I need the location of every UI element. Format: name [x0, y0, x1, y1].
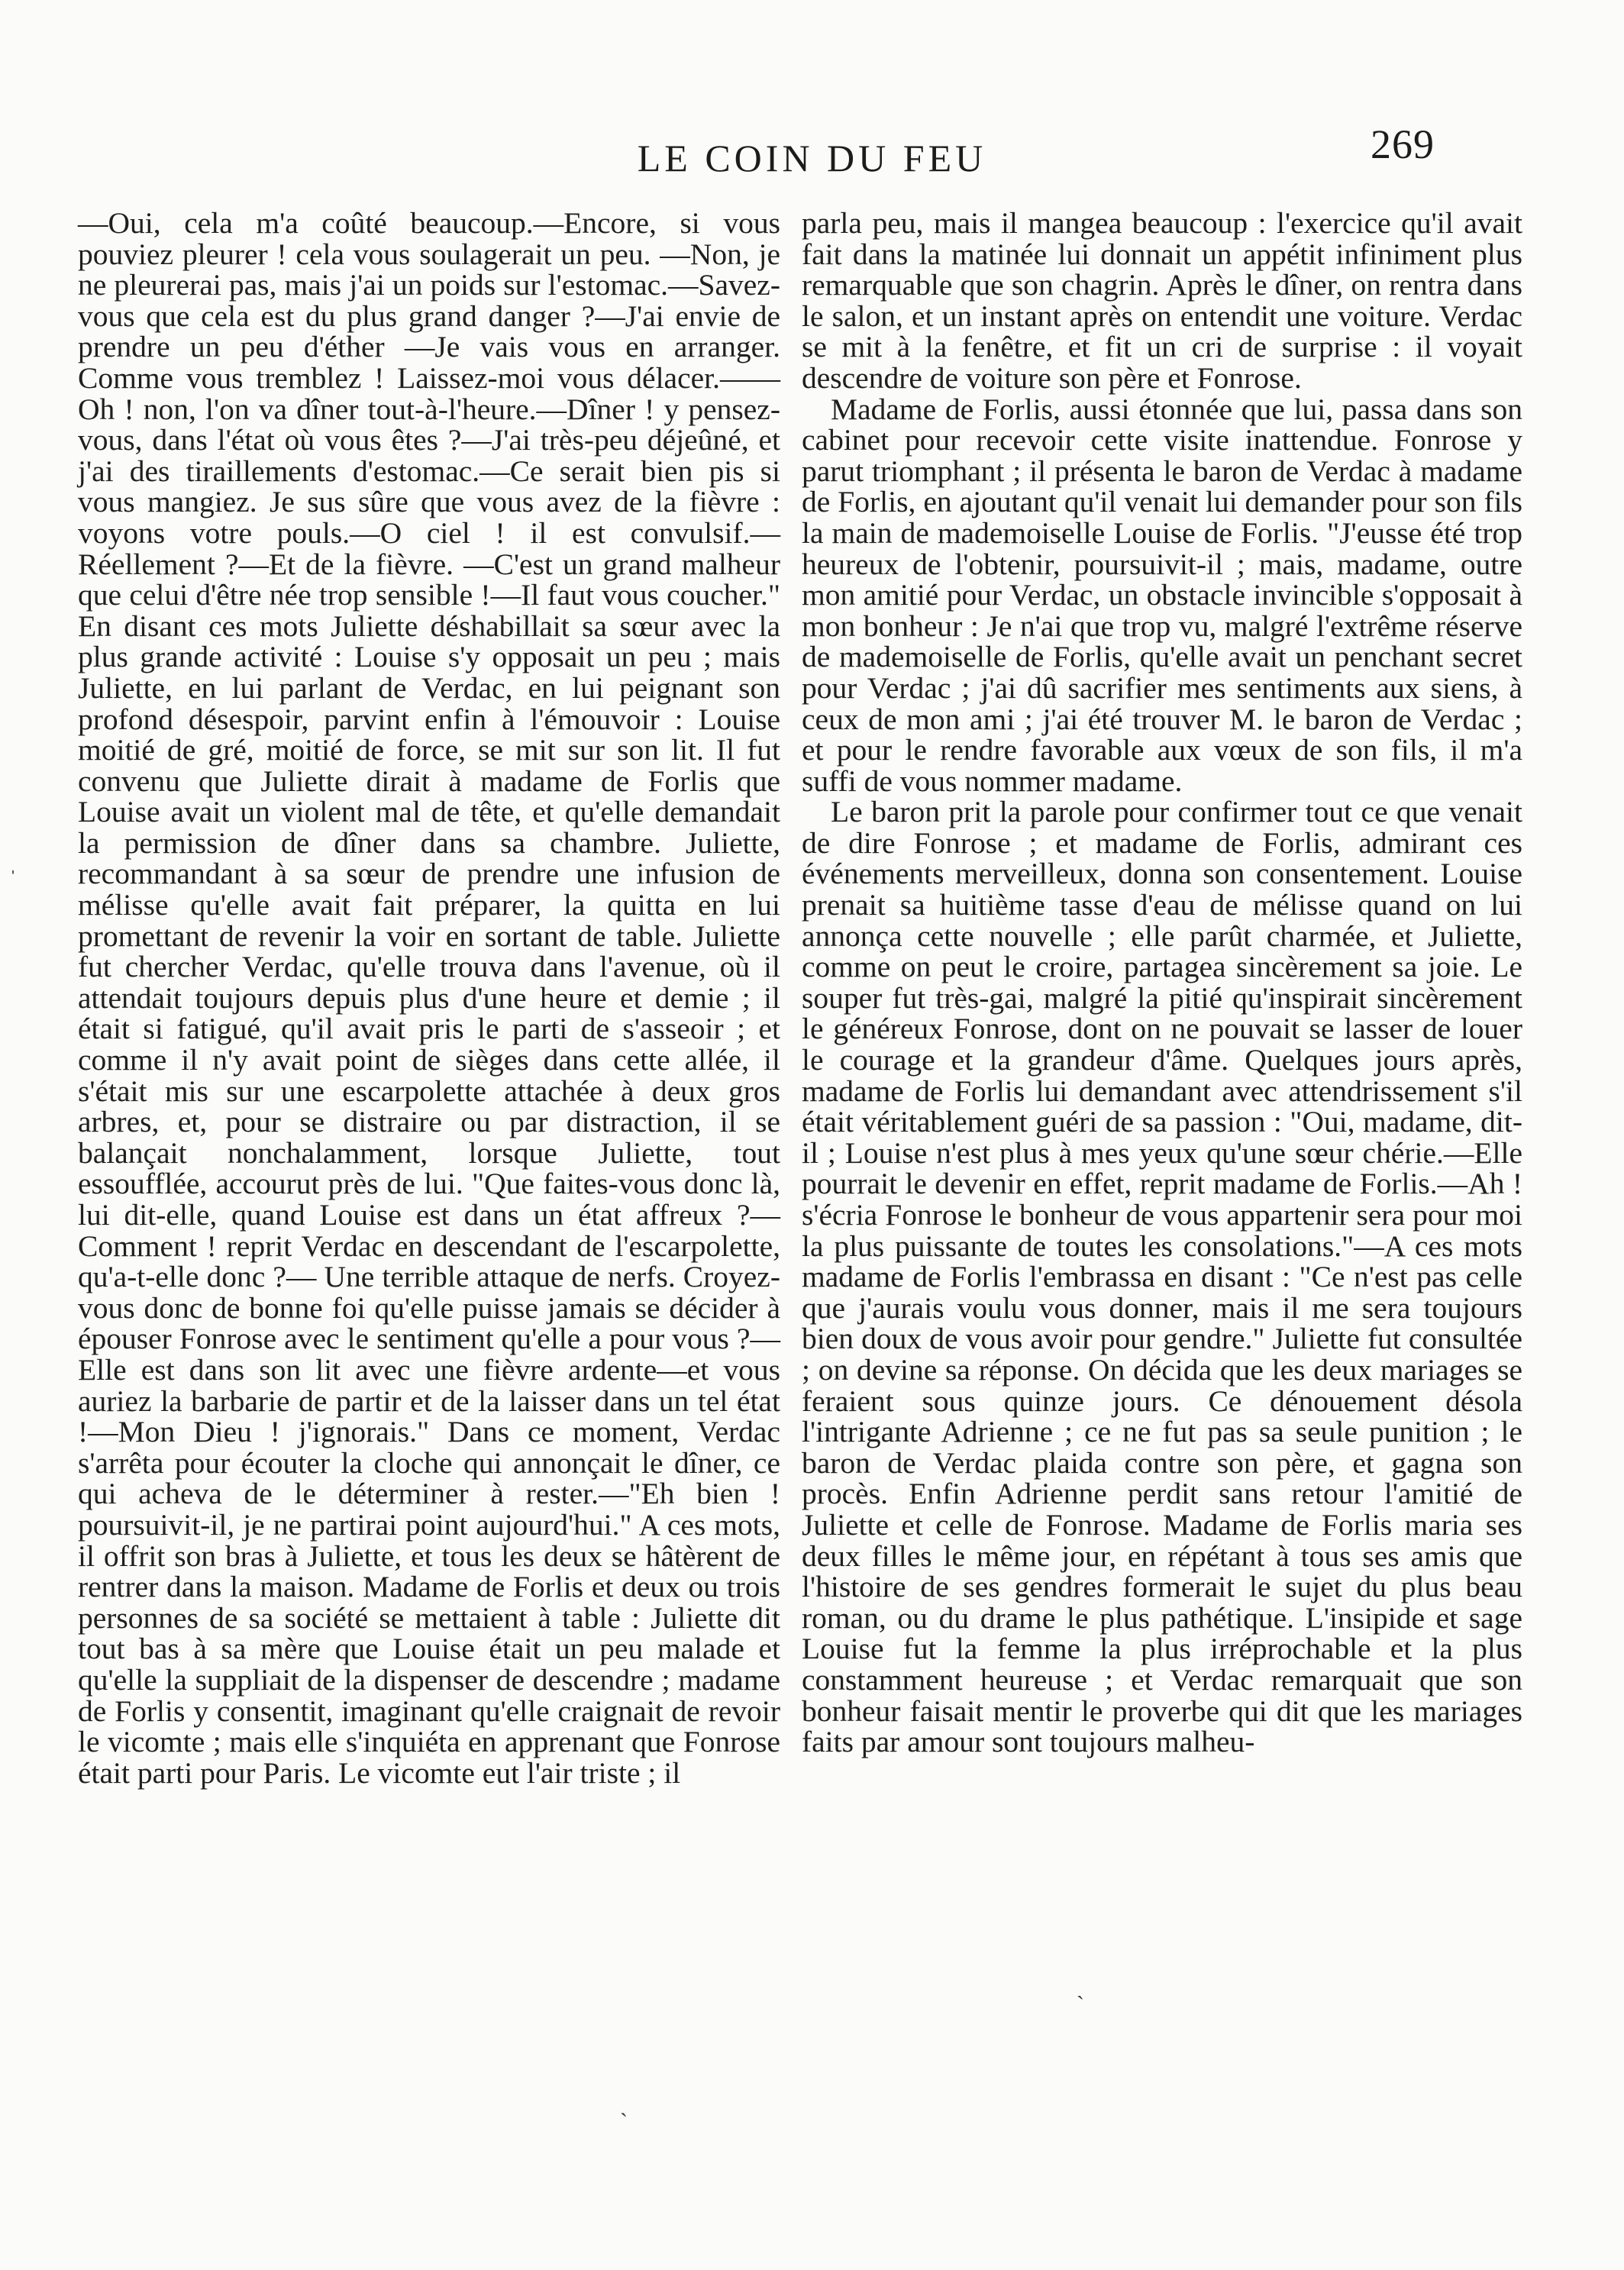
paragraph: parla peu, mais il mangea beaucoup : l'exercice qu'il avait fait dans la matinée lui donnait un appétit infiniment plus remarquable que son chagrin. Après le dîner, on rentra dans le salon, et un instant après on entendit une voiture. Verdac se mit à la fenêtre, et fit un cri de surprise : il voyait descendre de voiture son père et Fonrose. [802, 206, 1522, 395]
left-column [78, 208, 780, 1788]
running-title: LE COIN DU FEU [637, 137, 987, 179]
page-number: 269 [1371, 121, 1435, 167]
paragraph: Madame de Forlis, aussi étonnée que lui, passa dans son cabinet pour recevoir cette visite inattendue. Fonrose y parut triomphant ; il présenta le baron de Verdac à madame de Forlis, en ajoutant qu'il venait lui demander pour son fils la main de mademoiselle Louise de Forlis. "J'eusse été trop heureux de l'obtenir, poursuivit-il ; mais, madame, outre mon amitié pour Verdac, un obstacle invincible s'opposait à mon bonheur : Je n'ai que trop vu, malgré l'extrême réserve de mademoiselle de Forlis, qu'elle avait un penchant secret pour Verdac ; j'ai dû sacrifier mes sentiments aux siens, à ceux de mon ami ; j'ai été trouver M. le baron de Verdac ; et pour le rendre favorable aux vœux de son fils, il m'a suffi de vous nommer madame. [802, 392, 1522, 798]
print-speck: ˏ [1077, 1975, 1084, 2000]
print-speck: ˋ [620, 2109, 628, 2134]
paragraph: —Oui, cela m'a coûté beaucoup.—Encore, si vous pouviez pleurer ! cela vous soulagerait un peu. —Non, je ne pleurerai pas, mais j'ai un poids sur l'estomac.—Savez-vous que cela est du plus grand danger ?—J'ai envie de prendre un peu d'éther —Je vais vous en arranger. Comme vous tremblez ! Laissez-moi vous délacer.——Oh ! non, l'on va dîner tout-à-l'heure.—Dîner ! y pensez-vous, dans l'état où vous êtes ?—J'ai très-peu déjeûné, et j'ai des tiraillements d'estomac.—Ce serait bien pis si vous mangiez. Je sus sûre que vous avez de la fièvre : voyons votre pouls.—O ciel ! il est convulsif.—Réellement ?—Et de la fièvre. —C'est un grand malheur que celui d'être née trop sensible !—Il faut vous coucher." En disant ces mots Juliette déshabillait sa sœur avec la plus grande activité : Louise s'y opposait un peu ; mais Juliette, en lui parlant de Verdac, en lui peignant son profond désespoir, parvint enfin à l'émouvoir : Louise moitié de gré, moitié de force, se mit sur son lit. Il fut convenu que Juliette dirait à madame de Forlis que Louise avait un violent mal de tête, et qu'elle demandait la permission de dîner dans sa chambre. Juliette, recommandant à sa sœur de prendre une infusion de mélisse qu'elle avait fait préparer, la quitta en lui promettant de revenir la voir en sortant de table. Juliette fut chercher Verdac, qu'elle trouva dans l'avenue, où il attendait toujours depuis plus d'une heure et demie ; il était si fatigué, qu'il avait pris le parti de s'asseoir ; et comme il n'y avait point de sièges dans cette allée, il s'était mis sur une escarpolette attachée à deux gros arbres, et, pour se distraire ou par distraction, il se balançait nonchalamment, lorsque Juliette, tout essoufflée, accourut près de lui. "Que faites-vous donc là, lui dit-elle, quand Louise est dans un état affreux ?— Comment ! reprit Verdac en descendant de l'escarpolette, qu'a-t-elle donc ?— Une terrible attaque de nerfs. Croyez-vous donc de bonne foi qu'elle puisse jamais se décider à épouser Fonrose avec le sentiment qu'elle a pour vous ?— Elle est dans son lit avec une fièvre ardente—et vous auriez la barbarie de partir et de la laisser dans un tel état !—Mon Dieu ! j'ignorais." Dans ce moment, Verdac s'arrêta pour écouter la cloche qui annonçait le dîner, ce qui acheva de le déterminer à rester.—"Eh bien ! poursuivit-il, je ne partirai point aujourd'hui." A ces mots, il offrit son bras à Juliette, et tous les deux se hâtèrent de rentrer dans la maison. Madame de Forlis et deux ou trois personnes de sa société se mettaient à table : Juliette dit tout bas à sa mère que Louise était un peu malade et qu'elle la suppliait de la dispenser de descendre ; madame de Forlis y consentit, imaginant qu'elle craignait de revoir le vicomte ; mais elle s'inquiéta en apprenant que Fonrose était parti pour Paris. Le vicomte eut l'air triste ; il [78, 206, 780, 1790]
right-column [802, 208, 1522, 1758]
paragraph: Le baron prit la parole pour confirmer tout ce que venait de dire Fonrose ; et madame de Forlis, admirant ces événements merveilleux, donna son consentement. Louise prenait sa huitième tasse d'eau de mélisse quand on lui annonça cette nouvelle ; elle parût charmée, et Juliette, comme on peut le croire, partagea sincèrement sa joie. Le souper fut très-gai, malgré la pitié qu'inspirait sincèrement le généreux Fonrose, dont on ne pouvait se lasser de louer le courage et la grandeur d'âme. Quelques jours après, madame de Forlis lui demandant avec attendrissement s'il était véritablement guéri de sa passion : "Oui, madame, dit-il ; Louise n'est plus à mes yeux qu'une sœur chérie.—Elle pourrait le devenir en effet, reprit madame de Forlis.—Ah ! s'écria Fonrose le bonheur de vous appartenir sera pour moi la plus puissante de toutes les consolations."—A ces mots madame de Forlis l'embrassa en disant : "Ce n'est pas celle que j'aurais voulu vous donner, mais il me sera toujours bien doux de vous avoir pour gendre." Juliette fut consultée ; on devine sa réponse. On décida que les deux mariages se feraient sous quinze jours. Ce dénouement désola l'intrigante Adrienne ; ce ne fut pas sa seule punition ; le baron de Verdac plaida contre son père, et gagna son procès. Enfin Adrienne perdit sans retour l'amitié de Juliette et celle de Fonrose. Madame de Forlis maria ses deux filles le même jour, en répétant à tous ses amis que l'histoire de ses gendres formerait le sujet du plus beau roman, ou du drame le plus pathétique. L'insipide et sage Louise fut la femme la plus irréprochable et la plus constamment heureuse ; et Verdac remarquait que son bonheur faisait mentir le proverbe qui dit que les mariages faits par amour sont toujours malheu- [802, 795, 1522, 1759]
print-speck: ˌ [9, 849, 17, 874]
